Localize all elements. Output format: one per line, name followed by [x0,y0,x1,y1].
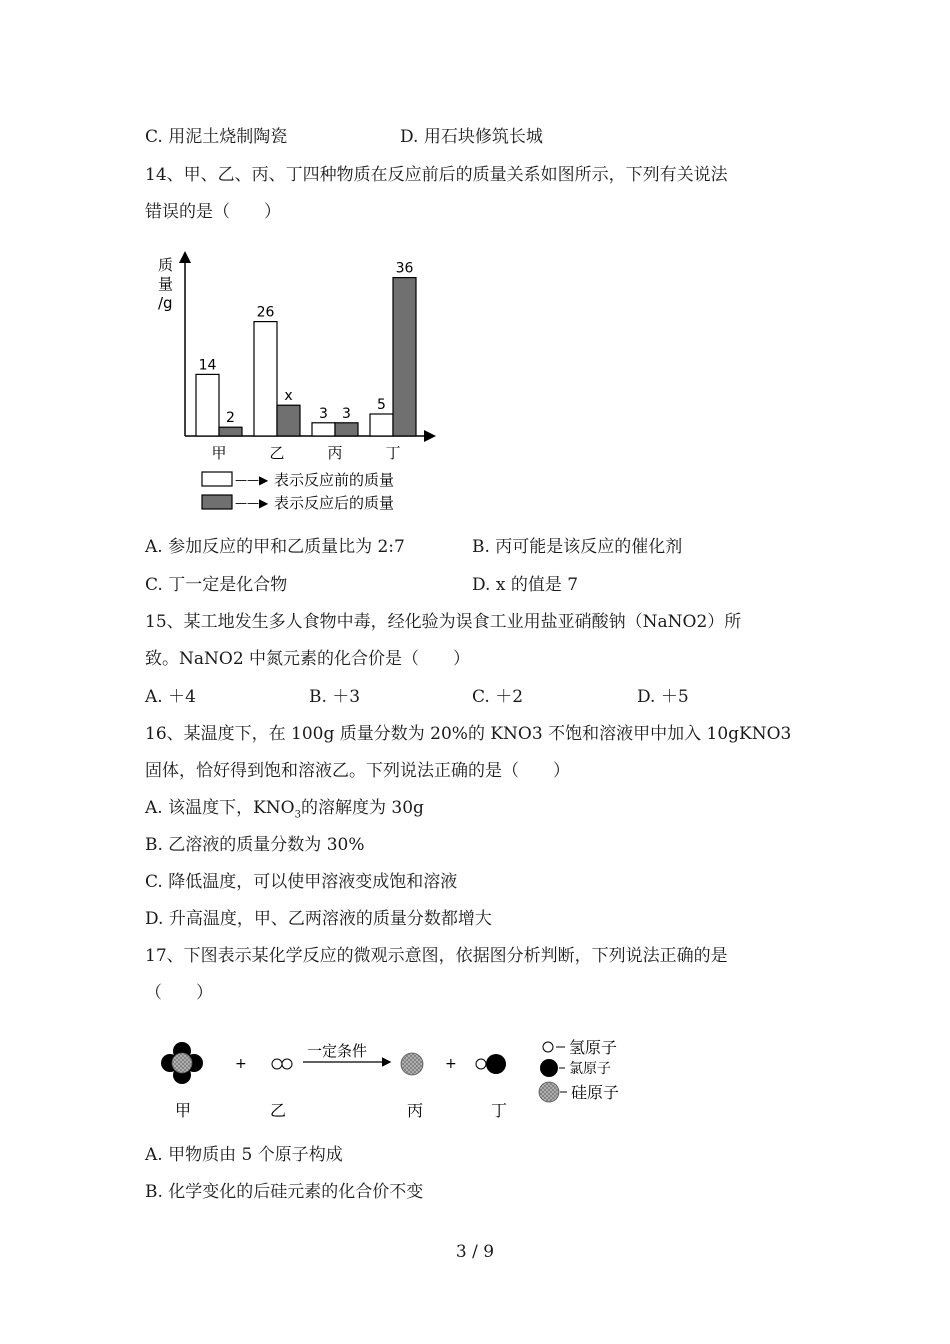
legend-hydrogen-label: 氢原子 [569,1038,618,1057]
legend-swatch-after [202,495,232,509]
molecule-jia [161,1042,203,1084]
q14-stem-line1: 14、甲、乙、丙、丁四种物质在反应前后的质量关系如图所示，下列有关说法 [145,165,728,185]
q14-option-b: B. 丙可能是该反应的催化剂 [472,537,683,557]
q14-option-a: A. 参加反应的甲和乙质量比为 2:7 [145,537,405,557]
q16-option-a [145,797,424,826]
reaction-condition: 一定条件 [307,1042,368,1060]
bar-value-label: 26 [256,304,275,321]
page-number: 3 / 9 [455,1242,495,1262]
label-yi: 乙 [270,1101,287,1120]
q16-option-b: B. 乙溶液的质量分数为 30% [145,835,365,855]
q15-stem-line1: 15、某工地发生多人食物中毒，经化验为误食工业用盐亚硝酸钠（NaNO2）所 [145,612,742,632]
q14-stem-line2: 错误的是（ ） [145,202,281,222]
legend-swatch-before [202,472,232,486]
q15-option-c: C. ＋2 [472,687,524,707]
x-tick-label: 甲 [211,444,227,462]
q16-stem-line1: 16、某温度下，在 100g 质量分数为 20%的 KNO3 不饱和溶液甲中加入 10gKNO3 [145,724,792,744]
legend-arrow-before: ——▶ [235,473,269,487]
q16-option-a-subscript: 3 [294,809,301,821]
q16-option-d: D. 升高温度，甲、乙两溶液的质量分数都增大 [145,909,492,929]
y-axis-label-line: 质 [158,256,174,274]
legend-chlorine-label: 氯原子 [569,1061,611,1077]
q16-option-a-post: 的溶解度为 30g [300,798,424,818]
legend-arrow-after: ——▶ [235,496,269,510]
q15-option-d: D. ＋5 [637,687,689,707]
bar-after-3 [393,278,416,436]
bar-value-label: x [284,388,293,405]
bar-after-0 [219,427,242,436]
bar-value-label: 14 [198,357,217,374]
q15-stem-line2: 致。NaNO2 中氮元素的化合价是（ ） [145,649,471,669]
bar-after-1 [277,405,300,436]
bar-value-label: 36 [395,260,414,277]
q17-stem-line1: 17、下图表示某化学反应的微观示意图，依据图分析判断，下列说法正确的是 [145,946,728,966]
legend-label-after: 表示反应后的质量 [274,494,395,512]
q17-reaction-diagram [145,1030,645,1125]
plus-2: + [445,1056,457,1072]
x-tick-label: 丁 [385,444,401,462]
bar-before-3 [370,414,393,436]
q15-option-b: B. ＋3 [309,687,361,707]
plus-1: + [235,1056,247,1072]
legend-silicon-icon [539,1082,559,1102]
q14-option-c: C. 丁一定是化合物 [145,575,288,595]
legend-hydrogen-icon [543,1042,553,1052]
y-axis-label [158,256,173,312]
molecule-ding [476,1054,506,1074]
q15-option-a: A. ＋4 [145,687,196,707]
molecule-yi [272,1059,292,1069]
q13-option-c: C. 用泥土烧制陶瓷 [145,127,288,147]
molecule-bing [401,1053,423,1075]
q17-option-b: B. 化学变化的后硅元素的化合价不变 [145,1182,424,1202]
q13-option-d: D. 用石块修筑长城 [400,127,543,147]
label-jia: 甲 [175,1101,192,1120]
y-axis-label-line: /g [158,294,173,312]
bar-value-label: 3 [319,405,328,422]
bar-before-1 [254,322,277,436]
label-bing: 丙 [407,1101,424,1120]
bar-before-0 [196,374,219,436]
q17-option-a: A. 甲物质由 5 个原子构成 [145,1145,343,1165]
label-ding: 丁 [491,1101,508,1120]
bar-before-2 [312,423,335,436]
chart-legend [202,471,394,512]
legend-silicon-label: 硅原子 [571,1083,620,1102]
atom-legend [539,1038,619,1102]
x-tick-label: 丙 [327,444,343,462]
bar-value-label: 2 [226,410,235,427]
bar-after-2 [335,423,358,436]
x-tick-label: 乙 [269,444,285,462]
legend-label-before: 表示反应前的质量 [274,471,395,489]
q14-option-d: D. x 的值是 7 [472,575,579,595]
legend-chlorine-icon [540,1059,558,1077]
bar-value-label: 5 [377,397,386,413]
q16-stem-line2: 固体，恰好得到饱和溶液乙。下列说法正确的是（ ） [145,761,570,781]
q14-bar-chart [150,240,470,520]
q16-option-a-pre: A. 该温度下，KNO [145,798,295,818]
bar-value-label: 3 [342,405,351,422]
q17-stem-line2: （ ） [145,983,213,1003]
q16-option-c: C. 降低温度，可以使甲溶液变成饱和溶液 [145,872,458,892]
y-axis-label-line: 量 [158,275,174,293]
